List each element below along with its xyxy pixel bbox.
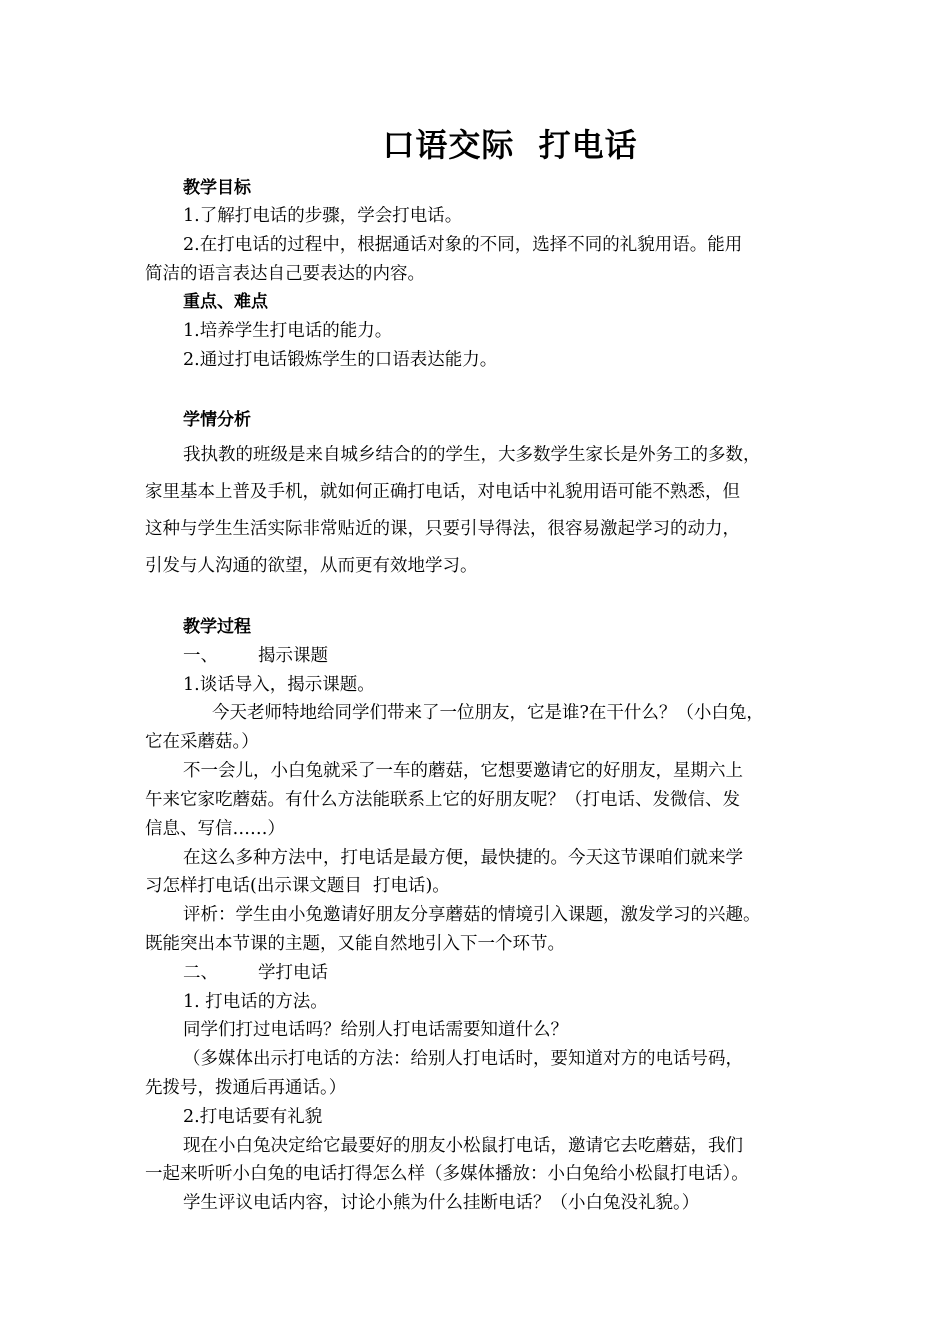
text-line: 我执教的班级是来自城乡结合的的学生，大多数学生家长是外务工的多数， (183, 445, 761, 465)
page-title: 口语交际 打电话 (382, 126, 638, 164)
section-one-number: 一、 (183, 646, 218, 666)
section-one (183, 645, 328, 667)
text-line: 2.通过打电话锻炼学生的口语表达能力。 (183, 350, 498, 370)
text-line: 评析：学生由小兔邀请好朋友分享蘑菇的情境引入课题，激发学习的兴趣。 (183, 905, 761, 925)
text-line: 这种与学生生活实际非常贴近的课，只要引导得法，很容易激起学习的动力， (145, 519, 740, 539)
text-line: 2.在打电话的过程中，根据通话对象的不同，选择不同的礼貌用语。能用 (183, 235, 743, 255)
text-line: 1.谈话导入，揭示课题。 (183, 675, 375, 695)
heading-key-points: 重点、难点 (183, 292, 268, 312)
heading-teaching-goals: 教学目标 (183, 178, 251, 198)
text-line: 它在采蘑菇。） (145, 732, 259, 752)
text-line: 现在小白兔决定给它最要好的朋友小松鼠打电话，邀请它去吃蘑菇，我们 (183, 1136, 743, 1156)
text-line: 1.了解打电话的步骤，学会打电话。 (183, 206, 463, 226)
section-two (183, 962, 328, 984)
text-line: 不一会儿，小白兔就采了一车的蘑菇，它想要邀请它的好朋友，星期六上 (183, 761, 743, 781)
text-line: 在这么多种方法中，打电话是最方便，最快捷的。今天这节课咱们就来学 (183, 848, 743, 868)
section-one-title: 揭示课题 (258, 646, 328, 666)
text-line: 午来它家吃蘑菇。有什么方法能联系上它的好朋友呢？（打电话、发微信、发 (145, 790, 740, 810)
text-line: 同学们打过电话吗？给别人打电话需要知道什么？ (183, 1020, 568, 1040)
text-line: 习怎样打电话(出示课文题目 打电话)。 (145, 876, 450, 896)
text-line: （多媒体出示打电话的方法：给别人打电话时，要知道对方的电话号码， (183, 1049, 743, 1069)
text-line: 学生评议电话内容，讨论小熊为什么挂断电话？（小白兔没礼貌。） (183, 1193, 700, 1213)
section-two-number: 二、 (183, 963, 218, 983)
text-line: 1.培养学生打电话的能力。 (183, 321, 393, 341)
text-line: 引发与人沟通的欲望，从而更有效地学习。 (145, 556, 478, 576)
heading-student-analysis: 学情分析 (183, 410, 251, 430)
text-line: 家里基本上普及手机，就如何正确打电话，对电话中礼貌用语可能不熟悉，但 (145, 482, 740, 502)
text-line: 先拨号，拨通后再通话。） (145, 1078, 347, 1098)
text-line: 1. 打电话的方法。 (183, 992, 328, 1012)
text-line: 信息、写信……） (145, 819, 285, 839)
text-line: 既能突出本节课的主题，又能自然地引入下一个环节。 (145, 934, 565, 954)
text-line: 简洁的语言表达自己要表达的内容。 (145, 264, 425, 284)
text-line: 一起来听听小白兔的电话打得怎么样（多媒体播放：小白兔给小松鼠打电话）。 (145, 1164, 749, 1184)
heading-teaching-process: 教学过程 (183, 617, 251, 637)
text-line: 2.打电话要有礼貌 (183, 1107, 323, 1127)
text-line: 今天老师特地给同学们带来了一位朋友，它是谁?在干什么？（小白兔， (212, 703, 764, 723)
section-two-title: 学打电话 (258, 963, 328, 983)
